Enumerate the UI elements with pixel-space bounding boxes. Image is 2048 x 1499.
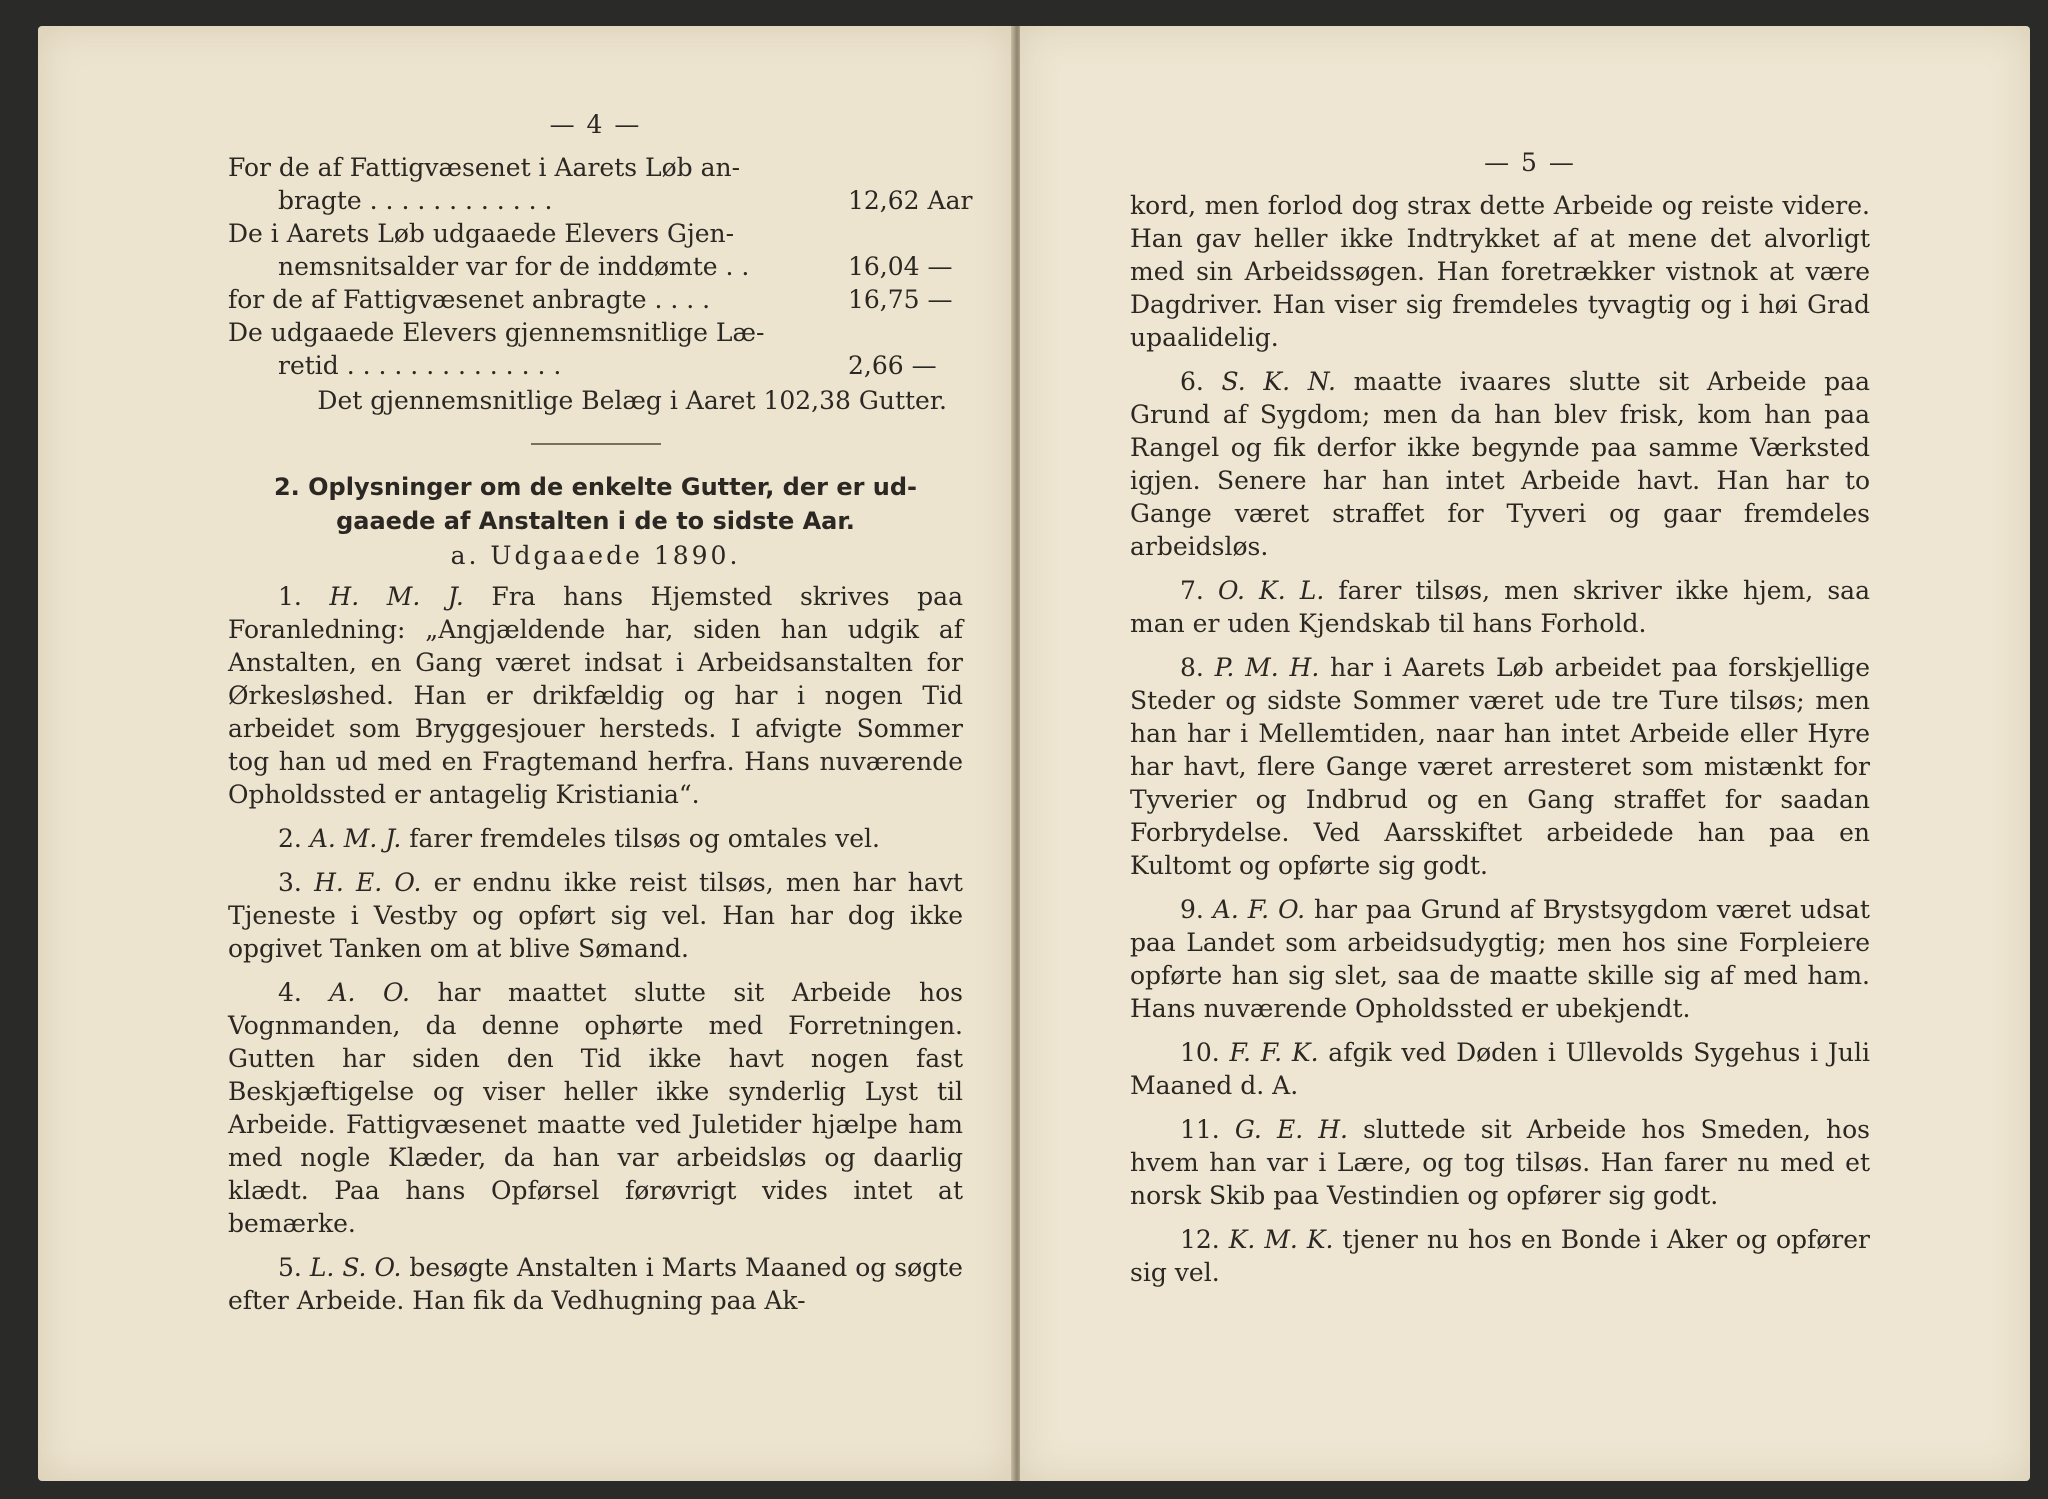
section-divider	[531, 443, 661, 445]
continuation-paragraph: kord, men forlod dog strax dette Arbeide og reiste videre. Han gav heller ikke Indtrykket af at mene det alvorligt med sin Arbeidssøgen. Han foretrækker vistnok at være Dagdriver. Han viser sig fremdeles tyvagtig og i høi Grad upaalidelig.	[1130, 191, 1870, 352]
stat-label: nemsnitsalder var for de inddømte . .	[278, 252, 750, 281]
entry-number: 8.	[1180, 653, 1215, 682]
entry-initials: G. E. H.	[1234, 1115, 1348, 1144]
left-page	[38, 26, 1013, 1481]
stat-row	[228, 283, 963, 316]
stat-row	[228, 184, 973, 217]
entry-initials: A. O.	[329, 978, 410, 1007]
left-entries	[228, 580, 963, 1317]
entry-number: 11.	[1180, 1115, 1235, 1144]
case-entry	[1130, 365, 1870, 563]
left-text-column	[228, 108, 973, 1328]
entry-text: er endnu ikke reist tilsøs, men har havt Tjeneste i Vestby og opført sig vel. Han har dog ikke opgivet Tanken om at blive Sømand.	[228, 868, 963, 963]
entry-text: har maattet slutte sit Arbeide hos Vognmanden, da denne ophørte med Forretningen. Gutten har siden den Tid ikke havt nogen fast Beskjæftigelse og viser heller ikke synderlig Lyst til Arbeide. Fattigvæsenet maatte ved Juletider hjælpe ham med nogle Klæder, da han var arbeidsløs og daarlig klædt. Paa hans Opførsel førøvrigt vides intet at bemærke.	[228, 978, 963, 1238]
stat-label: for de af Fattigvæsenet anbragte . . . .	[228, 285, 711, 314]
case-entry	[228, 1251, 963, 1317]
stat-label: De udgaaede Elevers gjennemsnitlige Læ-	[228, 318, 765, 347]
stat-value: 16,75 —	[848, 285, 953, 314]
case-entry	[1130, 1223, 1870, 1289]
entry-number: 10.	[1180, 1038, 1230, 1067]
entry-initials: L. S. O.	[309, 1253, 402, 1282]
stat-label: bragte . . . . . . . . . . . .	[278, 186, 553, 215]
section-heading-line2: gaaede af Anstalten i de to sidste Aar.	[336, 507, 855, 535]
stat-row	[228, 151, 963, 184]
case-entry	[1130, 574, 1870, 640]
entry-number: 6.	[1180, 367, 1222, 396]
entry-number: 4.	[278, 978, 330, 1007]
entry-initials: A. F. O.	[1212, 895, 1306, 924]
entry-text: har paa Grund af Brystsygdom været udsat paa Landet som arbeidsudygtig; men hos sine Forpleiere opførte han sig slet, saa de maatte skille sig af med ham. Hans nuværende Opholdssted er ubekjendt.	[1130, 895, 1870, 1023]
case-entry	[228, 580, 963, 811]
entry-text: farer tilsøs, men skriver ikke hjem, saa man er uden Kjendskab til hans Forhold.	[1130, 576, 1870, 638]
stat-row	[228, 217, 963, 250]
stat-value: 12,62 Aar	[848, 186, 973, 215]
stat-row	[228, 316, 963, 349]
entry-number: 1.	[278, 582, 330, 611]
stat-label: For de af Fattigvæsenet i Aarets Løb an-	[228, 153, 741, 182]
case-entry	[1130, 651, 1870, 882]
case-entry	[228, 822, 963, 855]
entry-initials: S. K. N.	[1221, 367, 1336, 396]
entry-number: 12.	[1180, 1225, 1229, 1254]
case-entry	[1130, 1113, 1870, 1212]
right-page	[1020, 26, 2030, 1481]
entry-text: Fra hans Hjemsted skrives paa Foranledning: „Angjældende har, siden han udgik af Anstalten, en Gang været indsat i Arbeidsanstalten for Ørkesløshed. Han er drikfældig og har i nogen Tid arbeidet som Bryggesjouer hersteds. I afvigte Sommer tog han ud med en Fragtemand herfra. Hans nuværende Opholdssted er antagelig Kristiania“.	[228, 582, 963, 809]
right-text-column	[1130, 146, 1870, 1300]
entry-text: farer fremdeles tilsøs og omtales vel.	[401, 824, 880, 853]
entry-initials: K. M. K.	[1228, 1225, 1334, 1254]
entry-number: 2.	[278, 824, 310, 853]
entry-initials: O. K. L.	[1217, 576, 1325, 605]
entry-text: afgik ved Døden i Ullevolds Sygehus i Juli Maaned d. A.	[1130, 1038, 1870, 1100]
right-entries	[1130, 365, 1870, 1289]
stat-value: 2,66 —	[848, 351, 937, 380]
entry-initials: A. M. J.	[309, 824, 402, 853]
entry-number: 5.	[278, 1253, 310, 1282]
entry-initials: P. M. H.	[1214, 653, 1320, 682]
entry-text: sluttede sit Arbeide hos Smeden, hos hvem han var i Lære, og tog tilsøs. Han farer nu med et norsk Skib paa Vestindien og opfører sig godt.	[1130, 1115, 1870, 1210]
stat-value: 16,04 —	[848, 252, 953, 281]
subheading-year: a. Udgaaede 1890.	[450, 541, 741, 570]
case-entry	[1130, 893, 1870, 1025]
stat-label: De i Aarets Løb udgaaede Elevers Gjen-	[228, 219, 735, 248]
entry-text: besøgte Anstalten i Marts Maaned og søgte efter Arbeide. Han fik da Vedhugning paa Ak-	[228, 1253, 963, 1315]
statistics-block	[228, 151, 973, 382]
entry-text: maatte ivaares slutte sit Arbeide paa Grund af Sygdom; men da han blev frisk, kom han paa Rangel og fik derfor ikke begynde paa samme Værksted igjen. Senere har han intet Arbeide havt. Han har to Gange været straffet for Tyveri og gaar fremdeles arbeidsløs.	[1130, 367, 1870, 561]
page-number-left: — 4 —	[549, 110, 642, 139]
entry-initials: H. M. J.	[329, 582, 464, 611]
page-number-right: — 5 —	[1484, 148, 1576, 177]
average-occupancy: Det gjennemsnitlige Belæg i Aaret 102,38 Gutter.	[317, 386, 947, 415]
case-entry	[228, 976, 963, 1240]
case-entry	[1130, 1036, 1870, 1102]
case-entry	[228, 866, 963, 965]
stat-row	[228, 349, 963, 382]
stat-row	[228, 250, 963, 283]
stat-label: retid . . . . . . . . . . . . . .	[278, 351, 562, 380]
entry-initials: F. F. K.	[1229, 1038, 1319, 1067]
entry-number: 9.	[1180, 895, 1213, 924]
entry-initials: H. E. O.	[314, 868, 422, 897]
entry-number: 7.	[1180, 576, 1218, 605]
entry-text: har i Aarets Løb arbeidet paa forskjellige Steder og sidste Sommer været ude tre Ture tilsøs; men han har i Mellemtiden, naar han intet Arbeide eller Hyre har havt, flere Gange været arresteret som mistænkt for Tyverier og Indbrud og en Gang straffet for saadan Forbrydelse. Ved Aarsskiftet arbeidede han paa en Kultomt og opførte sig godt.	[1130, 653, 1870, 880]
entry-number: 3.	[278, 868, 315, 897]
section-heading-line1: 2. Oplysninger om de enkelte Gutter, der er ud-	[273, 473, 918, 501]
entry-text: tjener nu hos en Bonde i Aker og opfører sig vel.	[1130, 1225, 1870, 1287]
